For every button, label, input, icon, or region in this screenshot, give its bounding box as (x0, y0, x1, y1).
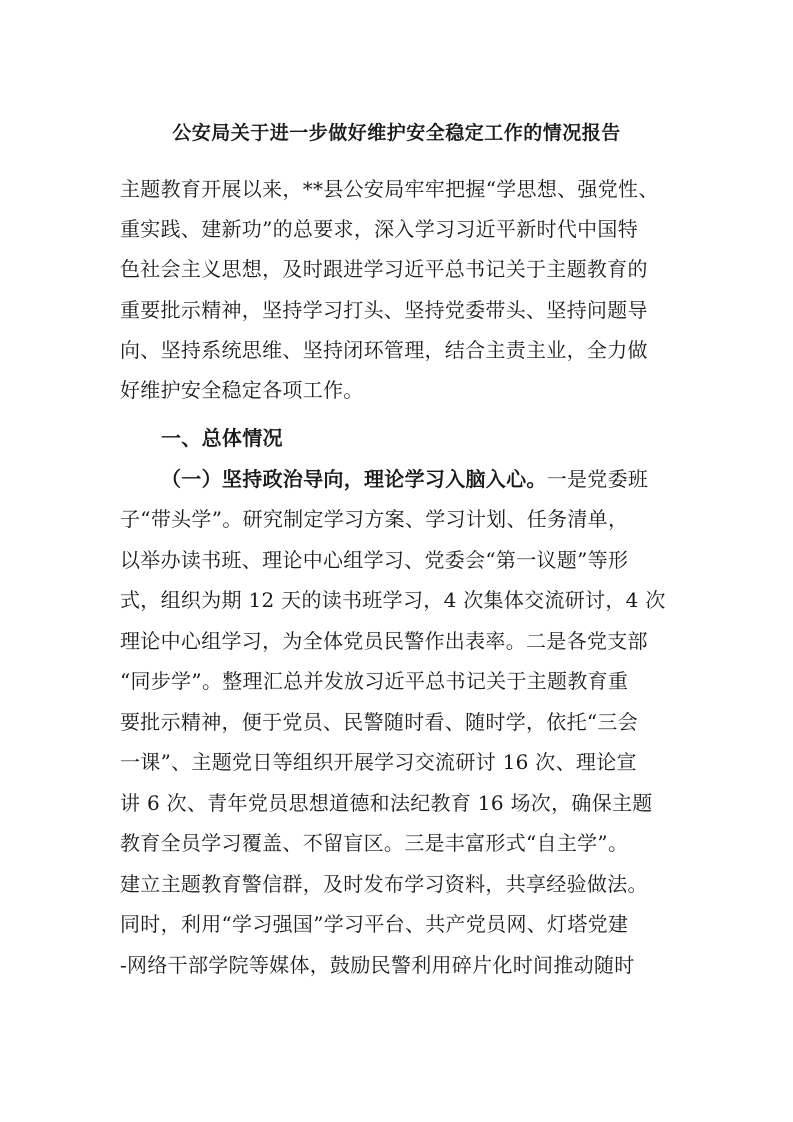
body-line: 教育全员学习覆盖、不留盲区。三是丰富形式“自主学”。 (120, 831, 629, 855)
document-title: 公安局关于进一步做好维护安全稳定工作的情况报告 (172, 122, 621, 144)
body-line: 讲 6 次、青年党员思想道德和法纪教育 16 场次，确保主题 (120, 791, 653, 815)
body-line: 以举办读书班、理论中心组学习、党委会“第一议题”等形 (120, 548, 629, 572)
body-line: 一课”、主题党日等组织开展学习交流研讨 16 次、理论宣 (120, 750, 637, 774)
body-line: 要批示精神，便于党员、民警随时看、随时学，依托“三会 (120, 710, 639, 734)
subsection-first-line (161, 466, 648, 492)
section-heading: 一、总体情况 (161, 426, 283, 450)
intro-line-3: 色社会主义思想，及时跟进学习近平总书记关于主题教育的 (120, 257, 648, 281)
subsection-heading: （一）坚持政治导向，理论学习入脑入心。 (161, 467, 547, 491)
body-line: 式，组织为期 12 天的读书班学习，4 次集体交流研讨，4 次 (120, 588, 666, 612)
intro-line-1: 主题教育开展以来，**县公安局牢牢把握“学思想、强党性、 (120, 177, 659, 201)
intro-line-4: 重要批示精神，坚持学习打头、坚持党委带头、坚持问题导 (120, 298, 648, 322)
intro-line-5: 向、坚持系统思维、坚持闭环管理，结合主责主业，全力做 (120, 338, 648, 362)
body-line: -网络干部学院等媒体，鼓励民警利用碎片化时间推动随时 (120, 953, 635, 977)
body-line: 子“带头学”。研究制定学习方案、学习计划、任务清单， (120, 507, 629, 531)
body-line: 同时，利用“学习强国”学习平台、共产党员网、灯塔党建 (120, 912, 629, 936)
intro-line-2: 重实践、建新功”的总要求，深入学习习近平新时代中国特 (120, 217, 639, 241)
body-line: 理论中心组学习，为全体党员民警作出表率。二是各党支部 (120, 629, 648, 653)
intro-line-6: 好维护安全稳定各项工作。 (120, 378, 364, 402)
body-line: “同步学”。整理汇总并发放习近平总书记关于主题教育重 (120, 669, 629, 693)
body-line: 建立主题教育警信群，及时发布学习资料，共享经验做法。 (120, 872, 648, 896)
subsection-first-line-text: 一是党委班 (546, 467, 649, 491)
